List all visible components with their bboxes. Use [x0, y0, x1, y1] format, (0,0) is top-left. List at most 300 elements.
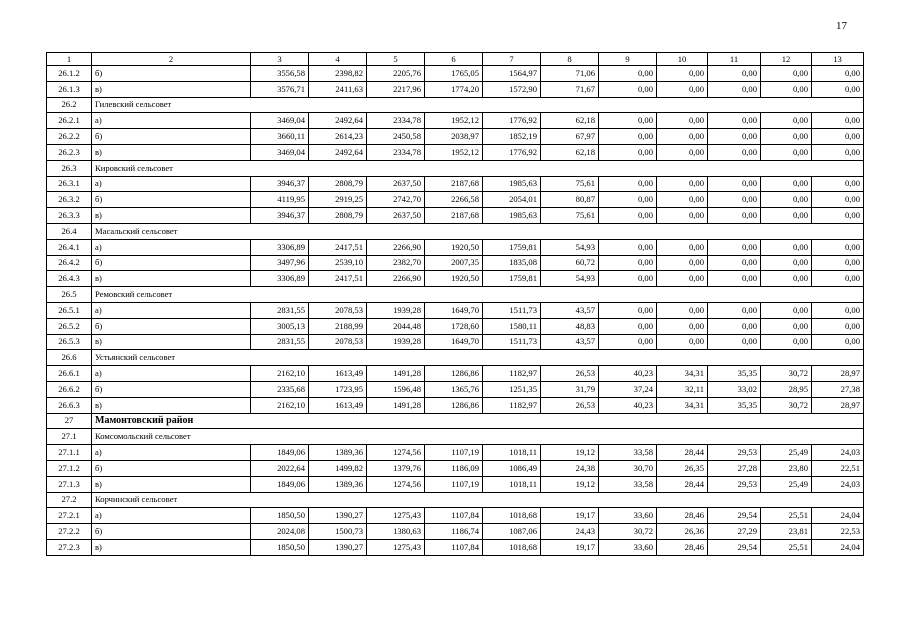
value-cell: 1723,95 — [309, 381, 367, 397]
row-code-cell: 26.5.2 — [47, 318, 92, 334]
value-cell: 3469,04 — [251, 113, 309, 129]
value-cell: 19,17 — [541, 508, 599, 524]
value-cell: 28,97 — [812, 366, 864, 382]
value-cell: 0,00 — [657, 113, 708, 129]
value-cell: 28,44 — [657, 476, 708, 492]
value-cell: 0,00 — [708, 239, 761, 255]
value-cell: 28,46 — [657, 539, 708, 555]
row-code-cell: 26.6.3 — [47, 397, 92, 413]
value-cell: 0,00 — [761, 81, 812, 97]
value-cell: 1186,74 — [425, 524, 483, 540]
value-cell: 0,00 — [812, 192, 864, 208]
value-cell: 1107,84 — [425, 508, 483, 524]
value-cell: 1018,68 — [483, 508, 541, 524]
value-cell: 3005,13 — [251, 318, 309, 334]
value-cell: 75,61 — [541, 208, 599, 224]
value-cell: 0,00 — [599, 255, 657, 271]
value-cell: 34,31 — [657, 366, 708, 382]
value-cell: 1107,84 — [425, 539, 483, 555]
value-cell: 33,58 — [599, 476, 657, 492]
section-name-cell: Масальский сельсовет — [92, 223, 864, 239]
column-number-cell: 4 — [309, 53, 367, 66]
value-cell: 2187,68 — [425, 208, 483, 224]
value-cell: 54,93 — [541, 239, 599, 255]
value-cell: 0,00 — [599, 144, 657, 160]
value-cell: 29,54 — [708, 539, 761, 555]
value-cell: 2831,55 — [251, 302, 309, 318]
value-cell: 71,67 — [541, 81, 599, 97]
value-cell: 1186,09 — [425, 460, 483, 476]
row-code-cell: 27.2.2 — [47, 524, 92, 540]
value-cell: 0,00 — [599, 66, 657, 82]
value-cell: 0,00 — [599, 302, 657, 318]
value-cell: 0,00 — [812, 334, 864, 350]
value-cell: 0,00 — [657, 192, 708, 208]
value-cell: 1182,97 — [483, 397, 541, 413]
value-cell: 1389,36 — [309, 476, 367, 492]
value-cell: 2335,68 — [251, 381, 309, 397]
value-cell: 1087,06 — [483, 524, 541, 540]
row-code-cell: 26.3.2 — [47, 192, 92, 208]
column-number-cell: 5 — [367, 53, 425, 66]
value-cell: 24,04 — [812, 508, 864, 524]
value-cell: 0,00 — [599, 113, 657, 129]
table-row — [47, 366, 864, 382]
section-row — [47, 223, 864, 239]
table-row — [47, 176, 864, 192]
value-cell: 23,80 — [761, 460, 812, 476]
section-row — [47, 429, 864, 445]
value-cell: 1920,50 — [425, 271, 483, 287]
value-cell: 26,53 — [541, 366, 599, 382]
row-code-cell: 26.4 — [47, 223, 92, 239]
value-cell: 0,00 — [599, 129, 657, 145]
value-cell: 30,72 — [761, 366, 812, 382]
column-number-cell: 12 — [761, 53, 812, 66]
value-cell: 24,38 — [541, 460, 599, 476]
row-code-cell: 27.1.2 — [47, 460, 92, 476]
value-cell: 1511,73 — [483, 334, 541, 350]
value-cell: 28,46 — [657, 508, 708, 524]
row-code-cell: 26.2 — [47, 97, 92, 113]
value-cell: 24,43 — [541, 524, 599, 540]
value-cell: 1274,56 — [367, 476, 425, 492]
value-cell: 19,12 — [541, 445, 599, 461]
variant-cell: б) — [92, 192, 251, 208]
value-cell: 43,57 — [541, 302, 599, 318]
value-cell: 1985,63 — [483, 208, 541, 224]
value-cell: 2417,51 — [309, 239, 367, 255]
value-cell: 0,00 — [708, 255, 761, 271]
row-code-cell: 26.3.3 — [47, 208, 92, 224]
row-code-cell: 26.2.2 — [47, 129, 92, 145]
value-cell: 1952,12 — [425, 144, 483, 160]
table-row — [47, 397, 864, 413]
value-cell: 1649,70 — [425, 302, 483, 318]
value-cell: 43,57 — [541, 334, 599, 350]
value-cell: 3660,11 — [251, 129, 309, 145]
table-row — [47, 318, 864, 334]
value-cell: 1776,92 — [483, 113, 541, 129]
value-cell: 67,97 — [541, 129, 599, 145]
value-cell: 0,00 — [657, 176, 708, 192]
value-cell: 0,00 — [812, 255, 864, 271]
value-cell: 0,00 — [761, 176, 812, 192]
value-cell: 30,72 — [761, 397, 812, 413]
variant-cell: в) — [92, 81, 251, 97]
column-number-cell: 1 — [47, 53, 92, 66]
value-cell: 3469,04 — [251, 144, 309, 160]
value-cell: 2382,70 — [367, 255, 425, 271]
value-cell: 2217,96 — [367, 81, 425, 97]
row-code-cell: 26.4.1 — [47, 239, 92, 255]
row-code-cell: 26.5.3 — [47, 334, 92, 350]
row-code-cell: 26.4.2 — [47, 255, 92, 271]
column-number-cell: 13 — [812, 53, 864, 66]
value-cell: 35,35 — [708, 366, 761, 382]
value-cell: 2450,58 — [367, 129, 425, 145]
value-cell: 0,00 — [657, 81, 708, 97]
table-row — [47, 81, 864, 97]
value-cell: 35,35 — [708, 397, 761, 413]
value-cell: 1182,97 — [483, 366, 541, 382]
value-cell: 1018,11 — [483, 476, 541, 492]
value-cell: 2022,64 — [251, 460, 309, 476]
value-cell: 2614,23 — [309, 129, 367, 145]
column-number-cell: 10 — [657, 53, 708, 66]
value-cell: 1774,20 — [425, 81, 483, 97]
variant-cell: а) — [92, 445, 251, 461]
value-cell: 33,60 — [599, 508, 657, 524]
table-row — [47, 255, 864, 271]
value-cell: 1952,12 — [425, 113, 483, 129]
row-code-cell: 27.1.1 — [47, 445, 92, 461]
table-row — [47, 508, 864, 524]
value-cell: 2398,82 — [309, 66, 367, 82]
value-cell: 0,00 — [812, 129, 864, 145]
value-cell: 0,00 — [599, 239, 657, 255]
value-cell: 19,17 — [541, 539, 599, 555]
value-cell: 0,00 — [708, 144, 761, 160]
value-cell: 0,00 — [657, 239, 708, 255]
value-cell: 1849,06 — [251, 476, 309, 492]
variant-cell: в) — [92, 397, 251, 413]
value-cell: 2411,63 — [309, 81, 367, 97]
value-cell: 37,24 — [599, 381, 657, 397]
value-cell: 1920,50 — [425, 239, 483, 255]
variant-cell: б) — [92, 524, 251, 540]
value-cell: 1500,73 — [309, 524, 367, 540]
value-cell: 1107,19 — [425, 445, 483, 461]
row-code-cell: 26.3 — [47, 160, 92, 176]
column-number-cell: 2 — [92, 53, 251, 66]
value-cell: 80,87 — [541, 192, 599, 208]
value-cell: 30,72 — [599, 524, 657, 540]
value-cell: 1613,49 — [309, 397, 367, 413]
value-cell: 2024,08 — [251, 524, 309, 540]
value-cell: 0,00 — [657, 66, 708, 82]
value-cell: 1018,68 — [483, 539, 541, 555]
value-cell: 2044,48 — [367, 318, 425, 334]
column-number-cell: 3 — [251, 53, 309, 66]
value-cell: 2492,64 — [309, 144, 367, 160]
column-number-cell: 6 — [425, 53, 483, 66]
value-cell: 0,00 — [761, 271, 812, 287]
value-cell: 0,00 — [761, 208, 812, 224]
value-cell: 0,00 — [708, 192, 761, 208]
value-cell: 1018,11 — [483, 445, 541, 461]
value-cell: 0,00 — [599, 81, 657, 97]
table-row — [47, 144, 864, 160]
value-cell: 40,23 — [599, 397, 657, 413]
section-name-cell: Гилевский сельсовет — [92, 97, 864, 113]
value-cell: 0,00 — [812, 176, 864, 192]
row-code-cell: 26.3.1 — [47, 176, 92, 192]
value-cell: 28,95 — [761, 381, 812, 397]
value-cell: 1765,05 — [425, 66, 483, 82]
row-code-cell: 26.4.3 — [47, 271, 92, 287]
value-cell: 3946,37 — [251, 208, 309, 224]
variant-cell: а) — [92, 113, 251, 129]
value-cell: 2266,58 — [425, 192, 483, 208]
value-cell: 1564,97 — [483, 66, 541, 82]
value-cell: 1389,36 — [309, 445, 367, 461]
row-code-cell: 26.2.1 — [47, 113, 92, 129]
row-code-cell: 26.6.1 — [47, 366, 92, 382]
value-cell: 1286,86 — [425, 366, 483, 382]
value-cell: 0,00 — [812, 271, 864, 287]
value-cell: 2162,10 — [251, 397, 309, 413]
value-cell: 26,53 — [541, 397, 599, 413]
section-name-cell: Устьянский сельсовет — [92, 350, 864, 366]
value-cell: 2007,35 — [425, 255, 483, 271]
value-cell: 0,00 — [657, 318, 708, 334]
value-cell: 1849,06 — [251, 445, 309, 461]
value-cell: 29,53 — [708, 445, 761, 461]
value-cell: 31,79 — [541, 381, 599, 397]
value-cell: 27,28 — [708, 460, 761, 476]
variant-cell: б) — [92, 318, 251, 334]
variant-cell: б) — [92, 460, 251, 476]
value-cell: 34,31 — [657, 397, 708, 413]
value-cell: 25,49 — [761, 445, 812, 461]
value-cell: 1852,19 — [483, 129, 541, 145]
value-cell: 3497,96 — [251, 255, 309, 271]
value-cell: 0,00 — [708, 302, 761, 318]
table-row — [47, 302, 864, 318]
value-cell: 0,00 — [761, 113, 812, 129]
value-cell: 27,38 — [812, 381, 864, 397]
tariff-table — [46, 52, 864, 556]
value-cell: 2078,53 — [309, 302, 367, 318]
value-cell: 1499,82 — [309, 460, 367, 476]
value-cell: 1572,90 — [483, 81, 541, 97]
value-cell: 0,00 — [657, 255, 708, 271]
value-cell: 2187,68 — [425, 176, 483, 192]
row-code-cell: 26.5.1 — [47, 302, 92, 318]
variant-cell: в) — [92, 334, 251, 350]
column-number-cell: 9 — [599, 53, 657, 66]
row-code-cell: 26.6 — [47, 350, 92, 366]
value-cell: 1390,27 — [309, 539, 367, 555]
table-row — [47, 129, 864, 145]
value-cell: 0,00 — [657, 129, 708, 145]
value-cell: 1728,60 — [425, 318, 483, 334]
value-cell: 0,00 — [812, 113, 864, 129]
value-cell: 25,51 — [761, 539, 812, 555]
section-row — [47, 350, 864, 366]
value-cell: 0,00 — [708, 334, 761, 350]
value-cell: 0,00 — [708, 113, 761, 129]
value-cell: 1580,11 — [483, 318, 541, 334]
section-row — [47, 160, 864, 176]
value-cell: 0,00 — [761, 334, 812, 350]
value-cell: 1985,63 — [483, 176, 541, 192]
value-cell: 1649,70 — [425, 334, 483, 350]
value-cell: 0,00 — [657, 271, 708, 287]
value-cell: 1835,08 — [483, 255, 541, 271]
value-cell: 75,61 — [541, 176, 599, 192]
value-cell: 22,53 — [812, 524, 864, 540]
value-cell: 0,00 — [761, 192, 812, 208]
row-code-cell: 27.2.1 — [47, 508, 92, 524]
variant-cell: в) — [92, 476, 251, 492]
value-cell: 0,00 — [599, 192, 657, 208]
section-name-cell: Комсомольский сельсовет — [92, 429, 864, 445]
value-cell: 2831,55 — [251, 334, 309, 350]
value-cell: 0,00 — [599, 318, 657, 334]
value-cell: 0,00 — [761, 255, 812, 271]
value-cell: 1086,49 — [483, 460, 541, 476]
value-cell: 0,00 — [708, 81, 761, 97]
value-cell: 2188,99 — [309, 318, 367, 334]
value-cell: 27,29 — [708, 524, 761, 540]
page-number: 17 — [836, 20, 847, 32]
table-row — [47, 271, 864, 287]
value-cell: 0,00 — [708, 176, 761, 192]
value-cell: 22,51 — [812, 460, 864, 476]
column-number-cell: 7 — [483, 53, 541, 66]
value-cell: 0,00 — [657, 144, 708, 160]
value-cell: 2078,53 — [309, 334, 367, 350]
value-cell: 24,03 — [812, 445, 864, 461]
value-cell: 1511,73 — [483, 302, 541, 318]
value-cell: 2054,01 — [483, 192, 541, 208]
value-cell: 2266,90 — [367, 239, 425, 255]
value-cell: 0,00 — [812, 318, 864, 334]
value-cell: 0,00 — [761, 129, 812, 145]
value-cell: 3306,89 — [251, 239, 309, 255]
value-cell: 1850,50 — [251, 508, 309, 524]
value-cell: 2492,64 — [309, 113, 367, 129]
value-cell: 25,51 — [761, 508, 812, 524]
value-cell: 0,00 — [599, 208, 657, 224]
section-row — [47, 492, 864, 508]
value-cell: 4119,95 — [251, 192, 309, 208]
value-cell: 1275,43 — [367, 539, 425, 555]
variant-cell: б) — [92, 129, 251, 145]
value-cell: 32,11 — [657, 381, 708, 397]
variant-cell: а) — [92, 176, 251, 192]
value-cell: 2038,97 — [425, 129, 483, 145]
value-cell: 1390,27 — [309, 508, 367, 524]
value-cell: 24,04 — [812, 539, 864, 555]
value-cell: 0,00 — [812, 144, 864, 160]
value-cell: 2162,10 — [251, 366, 309, 382]
value-cell: 33,60 — [599, 539, 657, 555]
variant-cell: б) — [92, 255, 251, 271]
variant-cell: в) — [92, 144, 251, 160]
value-cell: 0,00 — [812, 66, 864, 82]
section-name-cell: Ремовский сельсовет — [92, 287, 864, 303]
value-cell: 30,70 — [599, 460, 657, 476]
column-number-row — [47, 53, 864, 66]
value-cell: 29,53 — [708, 476, 761, 492]
value-cell: 1596,48 — [367, 381, 425, 397]
table-row — [47, 113, 864, 129]
row-code-cell: 26.1.3 — [47, 81, 92, 97]
value-cell: 3556,58 — [251, 66, 309, 82]
value-cell: 1759,81 — [483, 271, 541, 287]
value-cell: 48,83 — [541, 318, 599, 334]
row-code-cell: 27.2.3 — [47, 539, 92, 555]
value-cell: 2742,70 — [367, 192, 425, 208]
table-row — [47, 192, 864, 208]
value-cell: 2637,50 — [367, 176, 425, 192]
section-row — [47, 97, 864, 113]
variant-cell: в) — [92, 271, 251, 287]
value-cell: 1107,19 — [425, 476, 483, 492]
row-code-cell: 27 — [47, 413, 92, 429]
table-row — [47, 381, 864, 397]
value-cell: 1939,28 — [367, 302, 425, 318]
table-row — [47, 539, 864, 555]
value-cell: 0,00 — [761, 302, 812, 318]
variant-cell: а) — [92, 366, 251, 382]
value-cell: 62,18 — [541, 144, 599, 160]
value-cell: 0,00 — [708, 271, 761, 287]
variant-cell: а) — [92, 302, 251, 318]
value-cell: 1759,81 — [483, 239, 541, 255]
value-cell: 1251,35 — [483, 381, 541, 397]
value-cell: 0,00 — [761, 318, 812, 334]
variant-cell: а) — [92, 508, 251, 524]
value-cell: 0,00 — [812, 302, 864, 318]
value-cell: 1286,86 — [425, 397, 483, 413]
value-cell: 3576,71 — [251, 81, 309, 97]
value-cell: 29,54 — [708, 508, 761, 524]
district-name-cell: Мамонтовский район — [92, 413, 864, 429]
value-cell: 60,72 — [541, 255, 599, 271]
row-code-cell: 26.2.3 — [47, 144, 92, 160]
value-cell: 1776,92 — [483, 144, 541, 160]
table-row — [47, 476, 864, 492]
table-row — [47, 66, 864, 82]
row-code-cell: 27.2 — [47, 492, 92, 508]
value-cell: 2637,50 — [367, 208, 425, 224]
table-row — [47, 239, 864, 255]
value-cell: 26,35 — [657, 460, 708, 476]
value-cell: 0,00 — [708, 318, 761, 334]
value-cell: 0,00 — [708, 129, 761, 145]
value-cell: 23,81 — [761, 524, 812, 540]
value-cell: 0,00 — [761, 144, 812, 160]
value-cell: 1491,28 — [367, 397, 425, 413]
column-number-cell: 8 — [541, 53, 599, 66]
variant-cell: а) — [92, 239, 251, 255]
value-cell: 28,97 — [812, 397, 864, 413]
value-cell: 40,23 — [599, 366, 657, 382]
